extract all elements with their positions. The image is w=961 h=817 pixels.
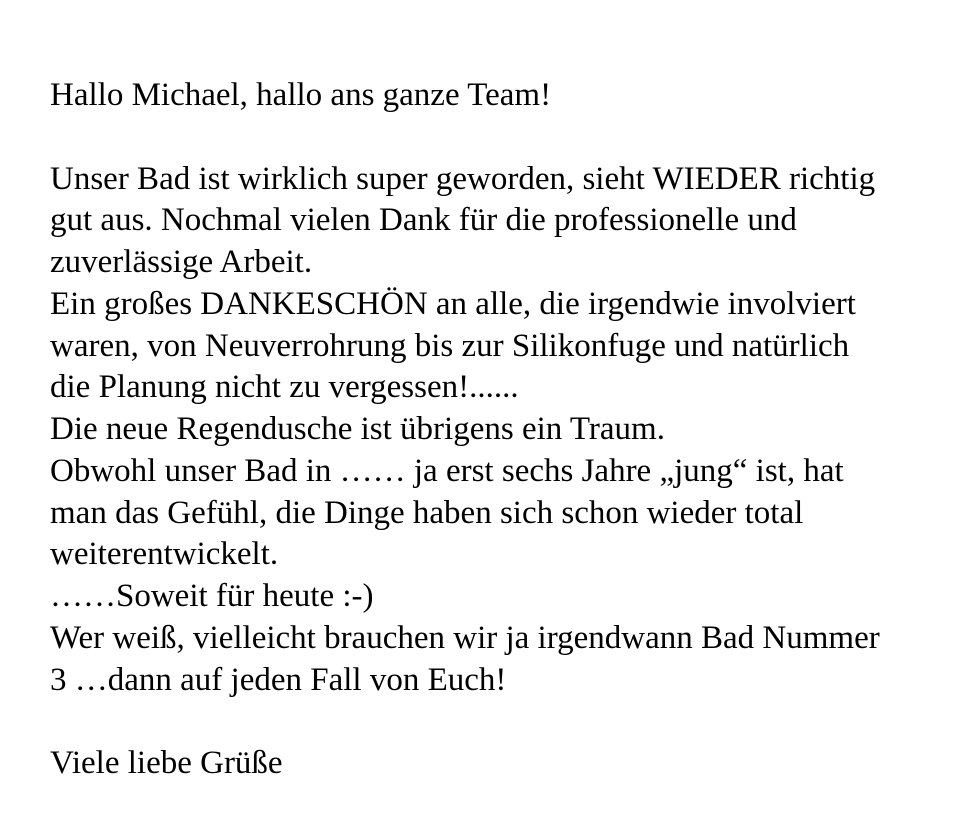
text-line: Unser Bad ist wirklich super geworden, sieht WIEDER richtig [50,160,876,197]
letter-body [50,75,950,785]
text-line: waren, von Neuverrohrung bis zur Silikonfuge und natürlich [50,327,850,364]
text-line: ……Soweit für heute :-) [50,578,374,614]
text-line: Wer weiß, vielleicht brauchen wir ja irgendwann Bad Nummer [50,619,880,656]
text-line: man das Gefühl, die Dinge haben sich schon wieder total [50,494,804,531]
text-line: Die neue Regendusche ist übrigens ein Traum. [50,411,665,447]
text-line: Ein großes DANKESCHÖN an alle, die irgendwie involviert [50,285,856,322]
text-line: 3 …dann auf jeden Fall von Euch! [50,661,507,698]
text-line: weiterentwickelt. [50,536,279,573]
letter-greeting-line: Hallo Michael, hallo ans ganze Team! [50,77,552,113]
text-line: Obwohl unser Bad in …… ja erst sechs Jahre „jung“ ist, hat [50,452,844,489]
text-line: die Planung nicht zu vergessen!...... [50,369,519,406]
letter-closing-line: Viele liebe Grüße [50,745,283,781]
blank-line [50,117,950,159]
text-line: gut aus. Nochmal vielen Dank für die professionelle und [50,202,797,239]
blank-line [50,701,950,743]
text-line: zuverlässige Arbeit. [50,244,313,280]
